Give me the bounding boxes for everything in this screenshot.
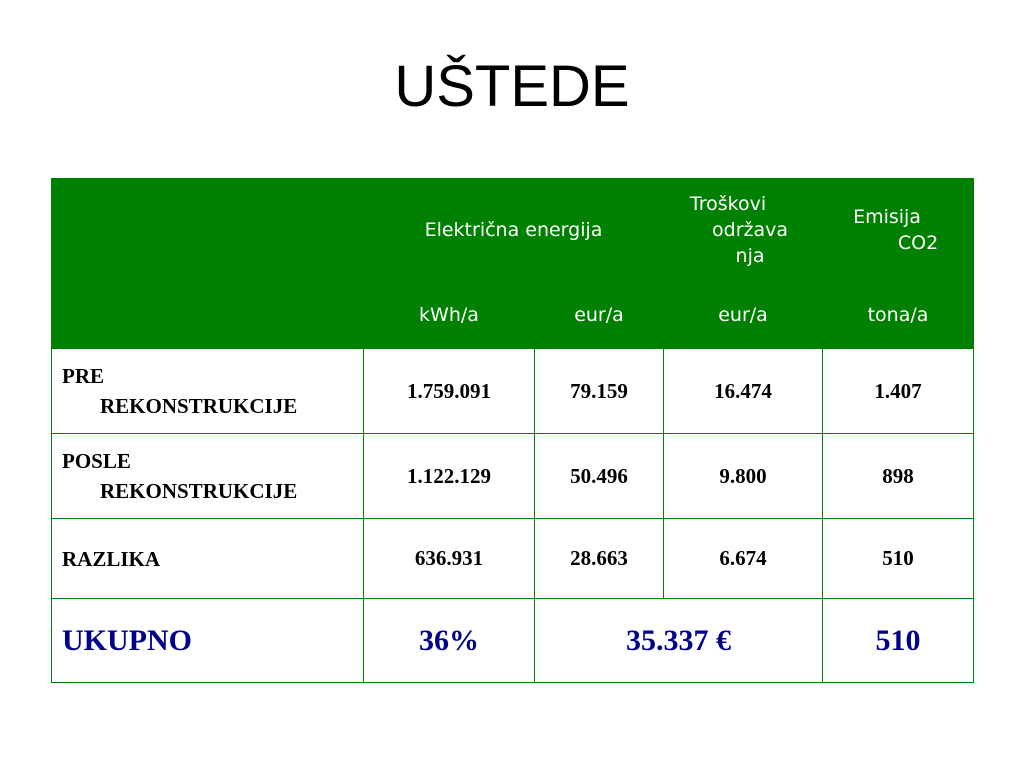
cell-co2: 1.407	[823, 349, 974, 434]
cell-eur-energy: 28.663	[535, 519, 664, 599]
savings-table	[51, 178, 974, 683]
total-label: UKUPNO	[52, 599, 364, 683]
unit-tons: tona/a	[823, 282, 974, 349]
table-row-total	[52, 599, 974, 683]
row-label	[52, 349, 364, 434]
header-maintenance-line: Troškovi	[689, 193, 767, 215]
table-row-razlika	[52, 519, 974, 599]
row-label-line: PRE	[62, 364, 104, 388]
total-money: 35.337 €	[535, 599, 823, 683]
cell-kwh: 1.122.129	[364, 434, 535, 519]
header-maintenance-line: nja	[735, 245, 765, 267]
cell-eur-maintenance: 9.800	[664, 434, 823, 519]
header-emission-line: Emisija	[853, 206, 921, 228]
cell-co2: 510	[823, 519, 974, 599]
table-row-pre	[52, 349, 974, 434]
total-percent: 36%	[364, 599, 535, 683]
unit-kwh: kWh/a	[364, 282, 535, 349]
row-label-line: REKONSTRUKCIJE	[100, 479, 298, 503]
header-row-groups	[52, 179, 974, 282]
cell-kwh: 1.759.091	[364, 349, 535, 434]
header-corner-cell	[52, 179, 364, 349]
header-co2-emission	[823, 179, 974, 282]
header-maintenance-costs	[664, 179, 823, 282]
header-electric-energy: Električna energija	[364, 179, 664, 282]
row-label	[52, 434, 364, 519]
table-row-posle	[52, 434, 974, 519]
cell-eur-energy: 50.496	[535, 434, 664, 519]
unit-eur-energy: eur/a	[535, 282, 664, 349]
total-co2: 510	[823, 599, 974, 683]
header-emission-line: CO2	[897, 232, 939, 254]
unit-eur-maintenance: eur/a	[664, 282, 823, 349]
row-label: RAZLIKA	[52, 519, 364, 599]
cell-eur-maintenance: 16.474	[664, 349, 823, 434]
row-label-line: REKONSTRUKCIJE	[100, 394, 298, 418]
header-maintenance-line: održava	[712, 219, 789, 241]
cell-eur-energy: 79.159	[535, 349, 664, 434]
cell-eur-maintenance: 6.674	[664, 519, 823, 599]
row-label-line: POSLE	[62, 449, 131, 473]
cell-co2: 898	[823, 434, 974, 519]
slide-title: UŠTEDE	[394, 54, 630, 119]
cell-kwh: 636.931	[364, 519, 535, 599]
